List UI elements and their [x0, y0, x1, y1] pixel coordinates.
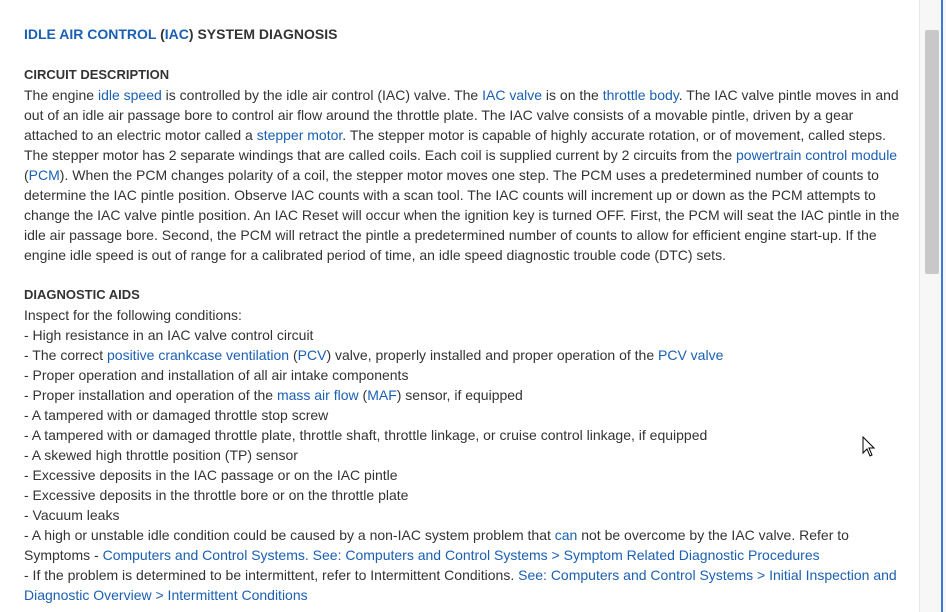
link-symptom-related-diagnostic-procedures[interactable]: See: Computers and Control Systems > Symptom Related Diagnostic Procedures: [312, 547, 820, 563]
text: ). When the PCM changes polarity of a coil, the stepper motor moves one step. The PCM uses a predetermined number of counts to determine the IAC pintle position. Observe IAC counts with a scan tool. The IAC counts will increment up or down as the PCM attempts to change the IAC valve pintle position. An IAC Reset will occur when the ignition key is turned OFF. First, the PCM will seat the IAC pintle in the idle air passage bore. Second, the PCM will retract the pintle a predetermined number of counts to allow for efficient engine start-up. If the engine idle speed is out of range for a calibrated period of time, an idle speed diagnostic trouble code (DTC) sets.: [24, 167, 900, 263]
list-item: - High resistance in an IAC valve control circuit: [24, 327, 314, 343]
list-item: [24, 525, 910, 565]
text: ) sensor, if equipped: [396, 387, 523, 403]
list-item: - A skewed high throttle position (TP) sensor: [24, 447, 298, 463]
title-text: ) SYSTEM DIAGNOSIS: [188, 26, 338, 42]
text: (: [358, 387, 368, 403]
link-stepper-motor[interactable]: stepper motor: [256, 127, 343, 143]
diagnostic-aids-heading: DIAGNOSTIC AIDS: [24, 287, 140, 302]
link-maf[interactable]: MAF: [367, 387, 397, 403]
link-mass-air-flow[interactable]: mass air flow: [276, 387, 359, 403]
list-item: - Proper operation and installation of all air intake components: [24, 367, 409, 383]
title-link-idle-air-control[interactable]: IDLE AIR CONTROL: [24, 26, 157, 42]
diagnostic-aids-list: [24, 325, 910, 605]
list-item: - A tampered with or damaged throttle stop screw: [24, 407, 329, 423]
text: - Proper installation and operation of the: [24, 387, 277, 403]
text: - A high or unstable idle condition could be caused by a non-IAC system problem that: [24, 527, 555, 543]
link-intermittent-conditions[interactable]: See: Computers and Control Systems > Initial Inspection and Diagnostic Overview > Intermittent Conditions: [24, 567, 897, 603]
text: is controlled by the idle air control (IAC) valve. The: [161, 87, 483, 103]
circuit-description-text: [24, 85, 910, 265]
list-item: [24, 565, 910, 605]
link-throttle-body[interactable]: throttle body: [602, 87, 679, 103]
link-iac-valve[interactable]: IAC valve: [482, 87, 543, 103]
circuit-description-heading: CIRCUIT DESCRIPTION: [24, 67, 170, 82]
title-text: (: [156, 26, 165, 42]
text: is on the: [542, 87, 603, 103]
text: - If the problem is determined to be intermittent, refer to Intermittent Conditions.: [24, 567, 519, 583]
link-pcv[interactable]: PCV: [297, 347, 327, 363]
text: - The correct: [24, 347, 107, 363]
link-pcv-valve[interactable]: PCV valve: [658, 347, 724, 363]
text: ) valve, properly installed and proper operation of the: [326, 347, 658, 363]
link-idle-speed[interactable]: idle speed: [97, 87, 162, 103]
list-item: - Excessive deposits in the IAC passage or on the IAC pintle: [24, 467, 398, 483]
scrollbar-thumb[interactable]: [925, 30, 939, 274]
text: . The stepper motor is capable of highly accurate rotation, or of movement, called steps. The stepper motor has 2 separate windings that are called coils. Each coil is supplied current by 2 circuits from the: [24, 127, 886, 163]
title-link-iac[interactable]: IAC: [164, 26, 189, 42]
scrollbar-edge: [941, 0, 943, 612]
page-title: [24, 24, 910, 44]
list-item: [24, 345, 910, 365]
diagnostic-aids-intro: Inspect for the following conditions:: [24, 307, 242, 323]
link-computers-and-control-systems[interactable]: Computers and Control Systems.: [102, 547, 309, 563]
link-powertrain-control-module[interactable]: powertrain control module: [736, 147, 898, 163]
link-pcm[interactable]: PCM: [28, 167, 60, 183]
text: not be overcome by the IAC valve. Refer to Symptoms -: [24, 527, 849, 563]
list-item: [24, 385, 910, 405]
list-item: - Excessive deposits in the throttle bore or on the throttle plate: [24, 487, 409, 503]
document-content: [24, 24, 910, 605]
text: The engine: [24, 87, 98, 103]
link-positive-crankcase-ventilation[interactable]: positive crankcase ventilation: [107, 347, 290, 363]
list-item: - A tampered with or damaged throttle plate, throttle shaft, throttle linkage, or cruise control linkage, if equipped: [24, 427, 708, 443]
text: (: [24, 167, 29, 183]
text: . The IAC valve pintle moves in and out of an idle air passage bore to control air flow around the throttle plate. The IAC valve consists of a movable pintle, driven by a gear attached to an electric motor called a: [24, 87, 899, 143]
list-item: - Vacuum leaks: [24, 507, 120, 523]
link-can[interactable]: can: [554, 527, 578, 543]
mouse-cursor-icon: [862, 436, 876, 458]
text: (: [289, 347, 298, 363]
